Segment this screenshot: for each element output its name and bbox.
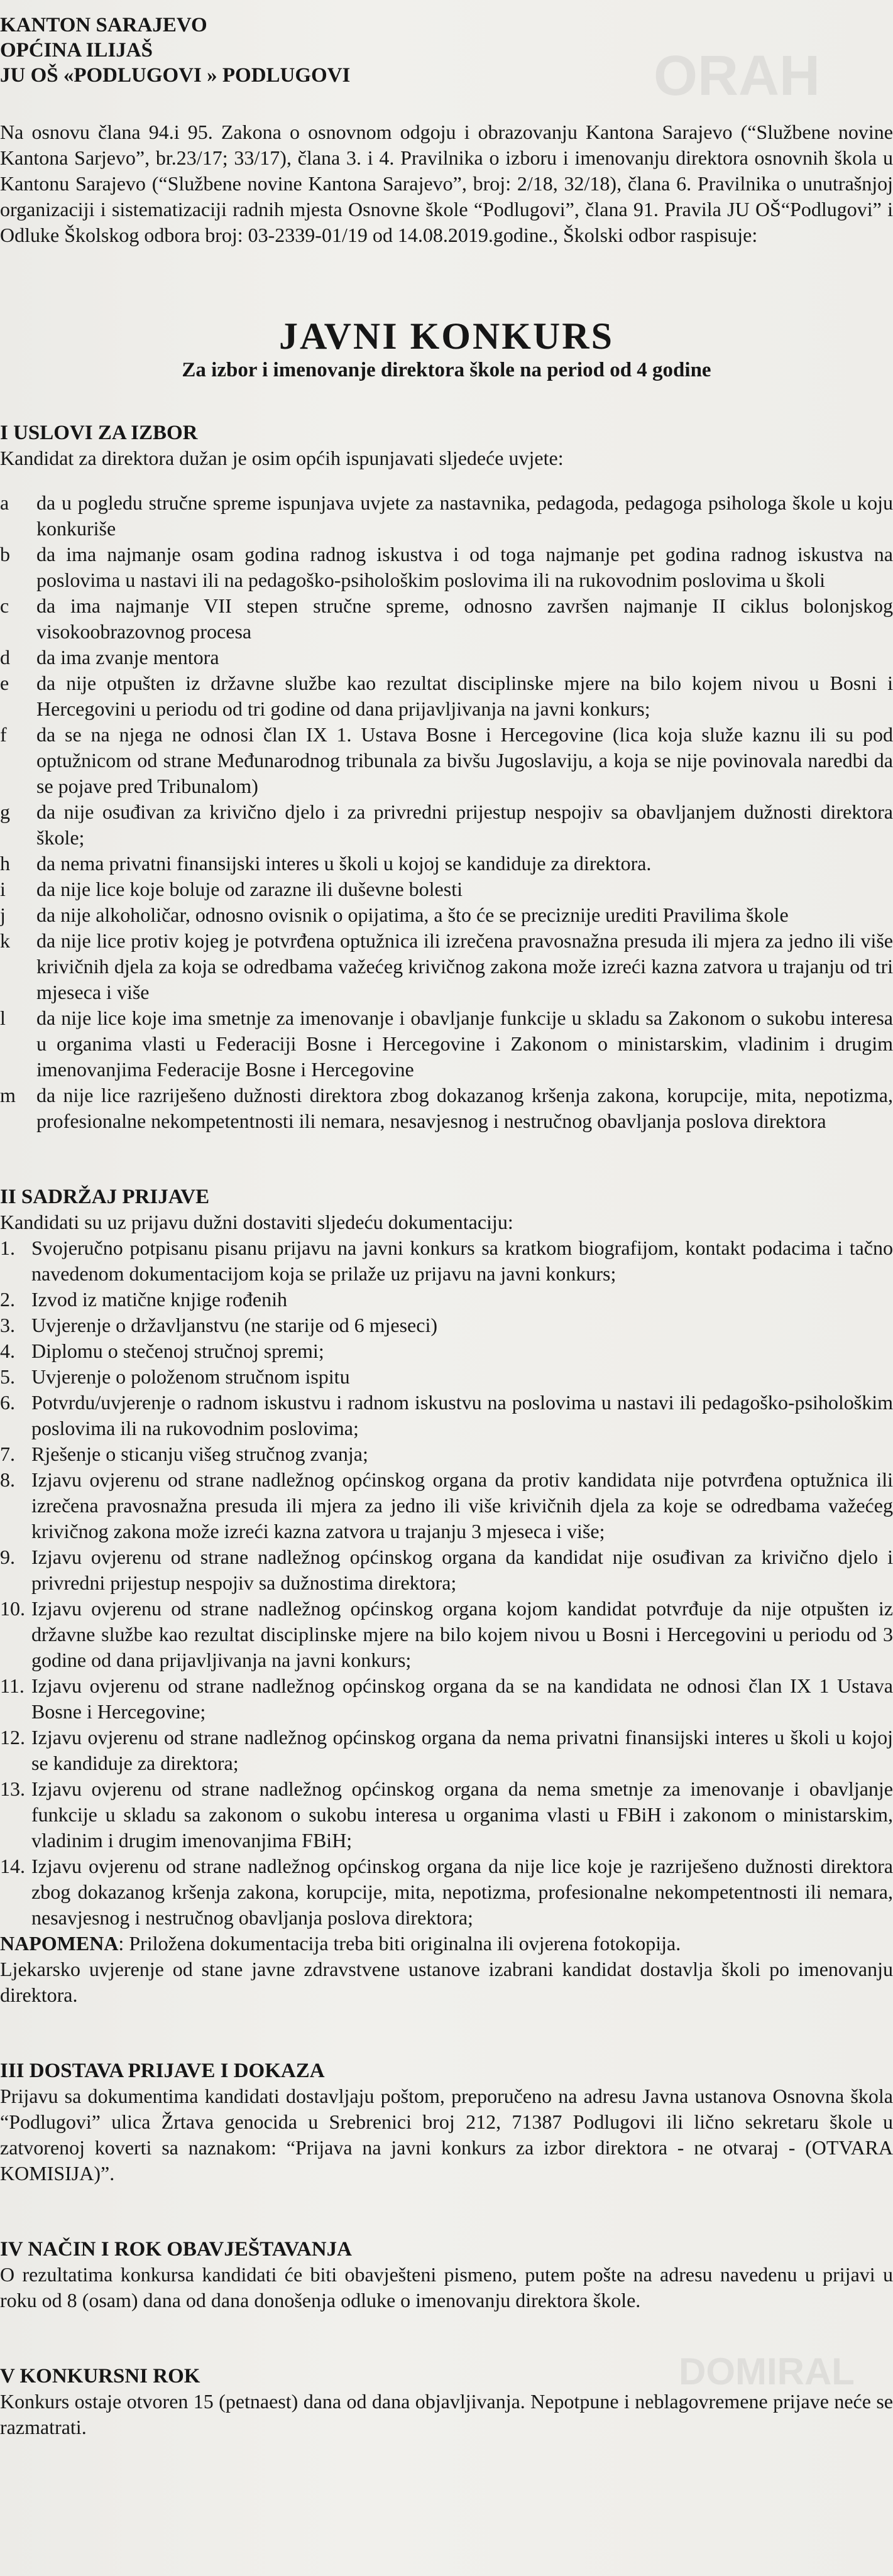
list-text: da nije otpušten iz državne službe kao rezultat disciplinske mjere na bilo kojem nivou u Bosni i Hercegovini u periodu od tri godine od dana prijavljivanja na javni konkurs; [36,672,893,720]
list-marker: 3. [0,1314,15,1336]
list-marker: c [0,594,9,617]
list-text: da nije osuđivan za krivično djelo i za privredni prijestup nespojiv sa obavljanjem dužnosti direktora škole; [36,800,893,849]
list-marker: 10. [0,1597,25,1620]
condition-item [0,928,893,1005]
list-text: da ima najmanje osam godina radnog iskustva i od toga najmanje pet godina radnog iskustva na poslovima u nastavi ili na pedagoško-psihološkim poslovima ili na rukovodnim poslovima u školi [36,543,893,591]
list-marker: k [0,929,10,952]
section-heading-uslovi: I USLOVI ZA IZBOR [0,422,198,444]
list-marker: a [0,491,9,514]
list-marker: d [0,646,10,669]
list-text: da nije alkoholičar, odnosno ovisnik o opijatima, a što će se preciznije urediti Pravilima škole [36,903,789,926]
list-marker: 14. [0,1855,25,1877]
section-text-dostava: Prijavu sa dokumentima kandidati dostavljaju poštom, preporučeno na adresu Javna ustanova Osnovna škola “Podlugovi” ulica Žrtava genocida u Srebrenici broj 212, 71387 Podlugovi ili lično sekretaru škole u zatvorenoj koverti sa naznakom: “Prijava na javni konkurs za izbor direktora - ne otvaraj - (OTVARA KOMISIJA)”. [0,2085,893,2185]
list-marker: 13. [0,1777,25,1800]
condition-item [0,670,893,722]
document-item [0,1364,893,1390]
issuer-header [0,13,893,88]
list-text: Uvjerenje o položenom stručnom ispitu [31,1365,350,1388]
condition-item [0,490,893,542]
list-marker: l [0,1007,6,1029]
document-item [0,1390,893,1441]
document-item [0,1467,893,1544]
list-text: Izjavu ovjerenu od strane nadležnog općinskog organa kojom kandidat potvrđuje da nije otpušten iz državne službe kao rezultat disciplinske mjere na bilo kojem nivou u Bosni i Hercegovini u periodu od 3 godine od dana prijavljivanja na javni konkurs; [31,1597,893,1671]
document-item [0,1725,893,1776]
list-text: Izjavu ovjerenu od strane nadležnog općinskog organa da nema smetnje za imenovanje i obavljanje funkcije u skladu sa zakonom o sukobu interesa u organima vlasti u FBiH i zakonom o ministarskim, vladinim i drugim imenovanjima FBiH; [31,1777,893,1852]
condition-item [0,645,893,670]
condition-item [0,1005,893,1083]
list-marker: 2. [0,1288,15,1311]
intro-paragraph: Na osnovu člana 94.i 95. Zakona o osnovnom odgoju i obrazovanju Kantona Sarajevo (“Službene novine Kantona Sarjevo”, br.23/17; 33/17), člana 3. i 4. Pravilnika o izboru i imenovanju direktora osnovnih škola u Kantonu Sarajevo (“Službene novine Kantona Sarajevo”, broj: 2/18, 32/18), člana 6. Pravilnika o unutrašnjoj organizaciji i sistematizaciji radnih mjesta Osnovne škole “Podlugovi”, člana 91. Pravila JU OŠ“Podlugovi” i Odluke Školskog odbora broj: 03-2339-01/19 od 14.08.2019.godine., Školski odbor raspisuje: [0,121,893,246]
section-lead-sadrzaj: Kandidati su uz prijavu dužni dostaviti sljedeću dokumentaciju: [0,1211,513,1233]
list-text: Izjavu ovjerenu od strane nadležnog općinskog organa da kandidat nije osuđivan za krivično djelo i privredni prijestup nespojiv sa dužnostima direktora; [31,1546,893,1594]
condition-item [0,1083,893,1134]
list-marker: g [0,800,10,823]
document-item [0,1441,893,1467]
list-text: da se na njega ne odnosi član IX 1. Ustava Bosne i Hercegovine (lica koja služe kaznu ili su pod optužnicom od strane Međunarodnog tribunala za bivšu Jugoslaviju, a koja se nije povinovala naredbi da se pojave pred Tribunalom) [36,723,893,797]
condition-item [0,542,893,593]
list-marker: f [0,723,7,746]
section-heading-obavjestavanje: IV NAČIN I ROK OBAVJEŠTAVANJA [0,2238,352,2261]
bleed-through-text-2: DOMIRAL [679,2350,855,2393]
document-item [0,1338,893,1364]
header-line-school: JU OŠ «PODLUGOVI » PODLUGOVI [0,64,351,87]
announcement [0,13,893,2440]
list-text: Diplomu o stečenoj stručnoj spremi; [31,1340,324,1362]
list-text: da ima najmanje VII stepen stručne spreme, odnosno završen najmanje II ciklus bolonjskog visokoobrazovnog procesa [36,594,893,643]
condition-item [0,876,893,902]
list-text: da ima zvanje mentora [36,646,219,669]
list-text: da nije lice protiv kojeg je potvrđena optužnica ili izrečena pravosnažna presuda ili mjera za jedno ili više krivičnih djela za koja se odredbama važećeg krivičnog zakona može izreći kazna zatvora u trajanju od tri mjeseca i više [36,929,893,1003]
list-text: Izjavu ovjerenu od strane nadležnog općinskog organa da nije lice koje je razriješeno dužnosti direktora zbog dokazanog kršenja zakona, korupcije, mita, nepotizma, profesionalne nekompetentnosti ili nemara, nesavjesnog i nestručnog obavljanja poslova direktora; [31,1855,893,1929]
list-marker: 12. [0,1726,25,1749]
documents-list [0,1235,893,1931]
list-text: da nema privatni finansijski interes u školi u kojoj se kandiduje za direktora. [36,852,652,875]
condition-item [0,799,893,851]
list-marker: e [0,672,9,694]
section-text-obavjestavanje: O rezultatima konkursa kandidati će biti obavješteni pismeno, putem pošte na adresu navedenu u prijavi u roku od 8 (osam) dana od dana donošenja odluke o imenovanju direktora škole. [0,2263,893,2311]
conditions-list [0,490,893,1134]
list-text: da nije lice koje ima smetnje za imenovanje i obavljanje funkcije u skladu sa Zakonom o sukobu interesa u organima vlasti u Federaciji Bosne i Hercegovine i Zakonom o ministarskim, vladinim i drugim imenovanjima Federacije Bosne i Hercegovine [36,1007,893,1081]
page-subtitle: Za izbor i imenovanje direktora škole na period od 4 godine [182,359,711,381]
section-heading-dostava: III DOSTAVA PRIJAVE I DOKAZA [0,2060,325,2082]
list-text: Izjavu ovjerenu od strane nadležnog općinskog organa da se na kandidata ne odnosi član IX 1 Ustava Bosne i Hercegovine; [31,1674,893,1723]
condition-item [0,593,893,645]
list-text: da nije lice koje boluje od zarazne ili duševne bolesti [36,878,463,900]
header-line-municipality: OPĆINA ILIJAŠ [0,39,153,62]
list-text: Svojeručno potpisanu pisanu prijavu na javni konkurs sa kratkom biografijom, kontakt podacima i tačno navedenom dokumentacijom koja se prilaže uz prijavu na javni konkurs; [31,1236,893,1285]
list-text: da nije lice razriješeno dužnosti direktora zbog dokazanog kršenja zakona, korupcije, mita, nepotizma, profesionalne nekompetentnosti ili nemara, nesavjesnog i nestručnog obavljanja poslova direktora [36,1084,893,1132]
header-line-canton: KANTON SARAJEVO [0,14,207,36]
list-marker: 7. [0,1443,15,1465]
section-heading-sadrzaj: II SADRŽAJ PRIJAVE [0,1186,210,1208]
condition-item [0,851,893,876]
note-paragraph [0,1931,893,1957]
page-title: JAVNI KONKURS [279,315,614,357]
list-text: Potvrdu/uvjerenje o radnom iskustvu i radnom iskustvu na poslovima u nastavi ili pedagoško-psihološkim poslovima ili na rukovodnim poslovima; [31,1391,893,1439]
list-marker: 11. [0,1674,25,1697]
section-text-rok: Konkurs ostaje otvoren 15 (petnaest) dana od dana objavljivanja. Nepotpune i neblagovremene prijave neće se razmatrati. [0,2390,893,2438]
section-lead-uslovi: Kandidat za direktora dužan je osim općih ispunjavati sljedeće uvjete: [0,447,564,469]
list-marker: i [0,878,6,900]
condition-item [0,902,893,928]
document-item [0,1596,893,1673]
section-heading-rok: V KONKURSNI ROK [0,2365,200,2388]
list-marker: 8. [0,1468,15,1491]
list-marker: j [0,903,6,926]
list-marker: 5. [0,1365,15,1388]
document-item [0,1287,893,1313]
note-label: NAPOMENA [0,1932,119,1955]
note-paragraph-2: Ljekarsko uvjerenje od stane javne zdravstvene ustanove izabrani kandidat dostavlja školi po imenovanju direktora. [0,1958,893,2006]
list-marker: 1. [0,1236,15,1259]
document-item [0,1313,893,1338]
document-item [0,1673,893,1725]
list-marker: m [0,1084,16,1106]
document-item [0,1853,893,1931]
list-text: da u pogledu stručne spreme ispunjava uvjete za nastavnika, pedagoda, pedagoga psihologa škole u koju konkuriše [36,491,893,540]
list-marker: b [0,543,10,565]
list-marker: 9. [0,1546,15,1568]
list-marker: 6. [0,1391,15,1414]
document-item [0,1544,893,1596]
condition-item [0,722,893,799]
note-text: : Priložena dokumentacija treba biti originalna ili ovjerena fotokopija. [118,1932,681,1955]
list-text: Uvjerenje o državljanstvu (ne starije od 6 mjeseci) [31,1314,437,1336]
bleed-through-text: ORAH [654,45,820,107]
list-text: Izjavu ovjerenu od strane nadležnog općinskog organa da protiv kandidata nije potvrđena optužnica ili izrečena pravosnažna presuda ili mjera za jedno ili više krivičnih djela za koje se odredbama važećeg krivičnog zakona može izreći kazna zatvora u trajanju 3 mjeseca i više; [31,1468,893,1542]
list-text: Izjavu ovjerenu od strane nadležnog općinskog organa da nema privatni finansijski interes u školi u kojoj se kandiduje za direktora; [31,1726,893,1774]
list-text: Rješenje o sticanju višeg stručnog zvanja; [31,1443,368,1465]
list-text: Izvod iz matične knjige rođenih [31,1288,287,1311]
document-item [0,1776,893,1853]
document-item [0,1235,893,1287]
list-marker: 4. [0,1340,15,1362]
list-marker: h [0,852,10,875]
